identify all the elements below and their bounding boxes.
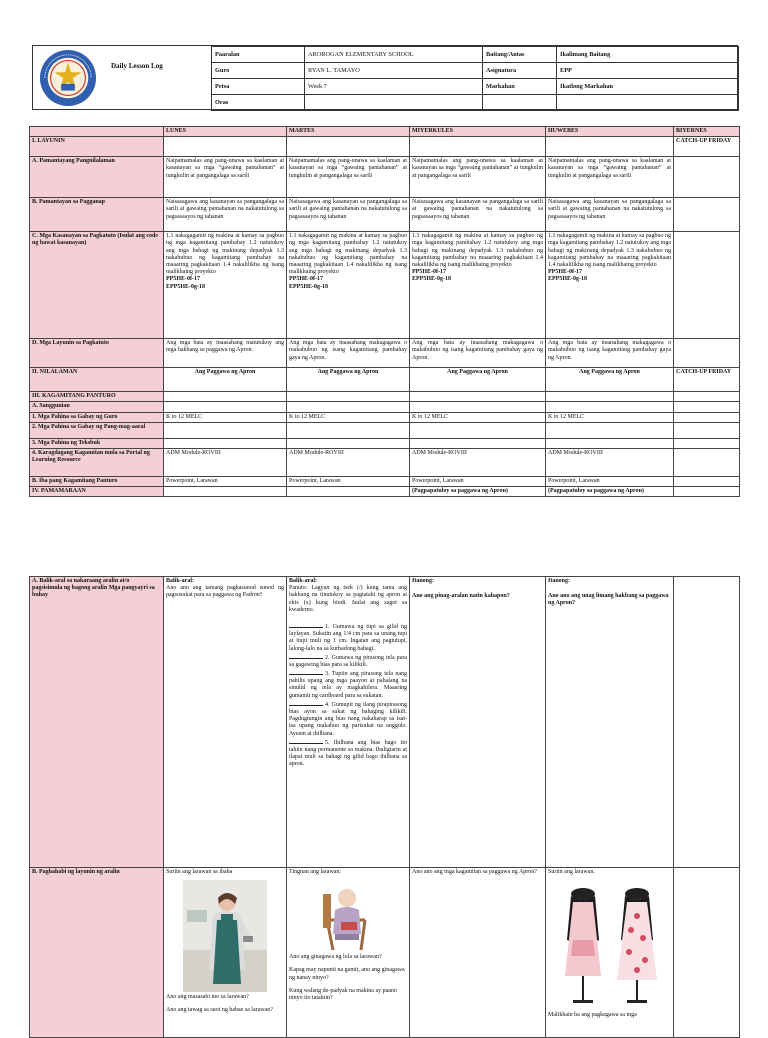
cell (674, 422, 740, 438)
a-tue: Naipamamalas ang pang-unawa sa kaalaman at kasanayan sa mga “gawaing pantahanan” at tungkulin at pangangalaga sa sarili (287, 157, 410, 198)
balik-aral-tue (287, 577, 410, 868)
cell (674, 577, 740, 868)
cell (164, 402, 287, 412)
row-kagamitan (30, 392, 740, 402)
cell (164, 438, 287, 448)
a-wed: Naipamamalas ang pang-unawa sa kaalaman at kasanayan sa mga “gawaing pantahanan” at tungkulin at pangangalaga sa sarili (410, 157, 546, 198)
c-tue-text: 1.1 nakagagamit ng makina at kamay sa pagbuo ng mga kagamitang pambahay 1.2 natutukoy ang mga bahagi ng makinang depadyak 1.3 nakabubuo ng kagamitang pambahay na maaaring pagkakitaan 1.4 nakalilikha ng isang malikhaing proyekto (289, 233, 407, 276)
cell (546, 422, 674, 438)
code-1: PP5HE-0f-17 (289, 276, 323, 283)
empty-cell (557, 95, 739, 111)
gabay-tue: K to 12 MELC (287, 412, 410, 422)
d-mon: Ang mga bata ay inaasahang matutukoy ang mga hakbang sa paggawa ng Apron. (164, 339, 287, 368)
section-sanggunian: A. Sanggunian (30, 402, 164, 412)
day-thursday: HUWEBES (546, 127, 674, 137)
row-nilalaman (30, 368, 740, 392)
b-mon: Naisasagawa ang kasanayan sa pangangalaga sa sarili at gawaing pantahanan na nakatutulong sa pagsasaayos ng tahanan (164, 198, 287, 232)
b-thu: Naisasagawa ang kasanayan sa pangangalaga sa sarili at gawaing pantahanan na nakatutulong sa pagsasaayos ng tahanan (546, 198, 674, 232)
section-pa: A. Balik-aral sa nakaraang aralin at/o pagsisimula ng bagong aralin Mga pangyayri sa buhay (30, 577, 164, 868)
cell (674, 392, 740, 402)
section-pamamaraan: IV. PAMAMARAAN (30, 487, 164, 497)
code-1: PP5HE-0f-17 (548, 269, 582, 276)
cell (164, 392, 287, 402)
b-wed: Naisasagawa ang kasanayan sa pangangalaga sa sarili at gawaing pantahanan na nakatutulong sa pagsasaayos ng tahanan (410, 198, 546, 232)
cell (546, 438, 674, 448)
school-label: Paaralan (212, 47, 305, 63)
cell (287, 137, 410, 157)
c-thu (546, 232, 674, 339)
cell (546, 402, 674, 412)
paghahabi-thu (546, 868, 674, 1038)
header-row (212, 47, 739, 63)
quarter-label: Markahan (483, 79, 557, 95)
day-tuesday: MARTES (287, 127, 410, 137)
b-thu-q: Malikhain ba ang pagkagawa sa mga (548, 1012, 637, 1019)
school-value: AROROGAN ELEMENTARY SCHOOL (305, 47, 483, 63)
c-tue (287, 232, 410, 339)
cell (164, 137, 287, 157)
balik-aral-wed (410, 577, 546, 868)
code-2: EPP5HE-0g-18 (166, 283, 205, 290)
cell (674, 232, 740, 339)
tue-item: 2. Gumawa ng pirasong tela para sa gagawing bias para sa kilikili. (289, 654, 407, 668)
day-header-row (30, 127, 740, 137)
b-tue: Naisasagawa ang kasanayan sa pangangalaga sa sarili at gawaing pantahanan na nakatutulong sa pagsasaayos ng tahanan (287, 198, 410, 232)
time-value (305, 95, 483, 111)
iba-wed: Powerpoint, Larawan (410, 476, 546, 486)
row-balik-aral (30, 577, 740, 868)
row-pamantayan-sa-pagganap (30, 198, 740, 232)
cell (674, 438, 740, 448)
corner-cell (30, 127, 164, 137)
row-sanggunian (30, 402, 740, 412)
row-pamamaraan (30, 487, 740, 497)
gabay-mon: K to 12 MELC (164, 412, 287, 422)
code-1: PP5HE-0f-17 (412, 269, 446, 276)
lesson-plan-table (29, 126, 740, 497)
tue-intro: Panuto: Lagyan ng tsek (/) kung tama ang hakbang na tinutukoy sa pagtatahi ng apron at ekis (x) kung hindi. Isulat ang sagot sa kwaderno. (289, 585, 407, 613)
grade-value: Ikalimang Baitang (557, 47, 739, 63)
row-gabay-guro (30, 412, 740, 422)
nilalaman-thu: Ang Paggawa ng Apron (546, 368, 674, 392)
code-1: PP5HE-0f-17 (166, 276, 200, 283)
c-wed-text: 1.1 nakagagamit ng makina at kamay sa pagbuo ng mga kagamitang pambahay 1.2 natutukoy ang mga bahagi ng makinang depadyak 1.3 nakabubuo ng kagamitang pambahay na maaaring pagkakitaan 1.4 nakalilikha ng isang malikhaing proyekto (412, 233, 543, 268)
c-thu-text: 1.1 nakagagamit ng makina at kamay sa pagbuo ng mga kagamitang pambahay 1.2 natutukoy ang mga bahagi ng makinang depadyak 1.3 nakabubuo ng kagamitang pambahay na maaaring pagkakitaan 1.4 nakalilikha ng isang malikhaing proyekto (548, 233, 671, 268)
cell (674, 157, 740, 198)
row-layunin (30, 137, 740, 157)
section-layunin: I. LAYUNIN (30, 137, 164, 157)
section-kb: B. Iba pang Kagamitang Panturo (30, 476, 164, 486)
cell (410, 137, 546, 157)
cell (410, 402, 546, 412)
cell (674, 339, 740, 368)
time-label: Oras (212, 95, 305, 111)
c-wed (410, 232, 546, 339)
code-2: EPP5HE-0g-18 (289, 283, 328, 290)
c-mon (164, 232, 287, 339)
header-row (212, 95, 739, 111)
cell (674, 487, 740, 497)
code-2: EPP5HE-0g-18 (548, 276, 587, 283)
deped-seal-icon (39, 49, 97, 107)
b-mon-q1: Ano ang masasabi mo sa larawan? (166, 994, 249, 1001)
tue-item: 1. Gumawa ng tupi sa gilid ng laylayan. Sukatin ang 1/4 cm para sa unang tupi at itupi muli ng 1 cm. Ingatan ang pagtutupi, lalong-lalo na sa kurbadong bahagi. (289, 623, 407, 652)
a-mon: Naipamamalas ang pang-unawa sa kaalaman at kasanayan sa mga “gawaing pantahanan” at tungkulin at pangangalaga sa sarili (164, 157, 287, 198)
a-thu: Naipamamalas ang pang-unawa sa kaalaman at kasanayan sa mga “gawaing pantahanan” at tungkulin at pangangalaga sa sarili (546, 157, 674, 198)
c-mon-text: 1.1 nakagagamit ng makina at kamay sa pagbuo ng mga kagamitang pambahay 1.2 natutukoy ang mga bahagi ng makinang depadyak 1.3 nakabubuo ng kagamitang pambahay na maaaring pagkakitaan 1.4 nakalilikha ng isang malikhaing proyekto (166, 233, 284, 276)
tue-title: Balik-aral: (289, 578, 317, 584)
adm-wed: ADM Module-ROVIII (410, 448, 546, 476)
cell (546, 137, 674, 157)
gabay-wed: K to 12 MELC (410, 412, 546, 422)
d-thu: Ang mga bata ay inaasahang makagagawa o makabubuo ng isang kagamitang pambahay gaya ng Apron. (546, 339, 674, 368)
mon-title: Balik-aral: (166, 578, 194, 584)
b-mon-instruction: Suriin ang larawan sa ibaba (166, 869, 233, 875)
section-pb: B. Paghahabi ng layunin ng aralin (30, 868, 164, 1038)
pagpapatuloy-wed: (Pagpapatuloy sa paggawa ng Apron) (410, 487, 546, 497)
b-tue-q3: Kung walang de-padyak na makina ay paano ninyo ito tatahiin? (289, 987, 397, 1001)
b-tue-instruction: Tingnan ang larawan: (289, 869, 342, 875)
woman-apron-image (183, 880, 267, 992)
cell (410, 422, 546, 438)
b-mon-q2: Ano ang tawag sa suot ng babae sa larawan? (166, 1007, 273, 1014)
cell (287, 422, 410, 438)
adm-mon: ADM Module-ROVIII (164, 448, 287, 476)
thu-text: Ano ano ang unag limang hakbang sa paggawa ng Apron? (548, 593, 669, 607)
thu-title: Itanong: (548, 578, 571, 584)
paghahabi-tue (287, 868, 410, 1038)
empty-cell (483, 95, 557, 111)
cell (287, 392, 410, 402)
teacher-label: Guro (212, 63, 305, 79)
day-friday: BIYERNES (674, 127, 740, 137)
cell (164, 487, 287, 497)
balik-aral-thu (546, 577, 674, 868)
cell (410, 438, 546, 448)
adm-tue: ADM Module-ROVIII (287, 448, 410, 476)
gabay-thu: K to 12 MELC (546, 412, 674, 422)
day-monday: LUNES (164, 127, 287, 137)
header-row (212, 79, 739, 95)
wed-text: Ano ang pinag-aralan natin kahapon? (412, 593, 510, 600)
subject-value: EPP (557, 63, 739, 79)
wed-title: Itanong: (412, 578, 435, 584)
section-kagamitan: III. KAGAMITANG PANTURO (30, 392, 164, 402)
subject-label: Asignatura (483, 63, 557, 79)
cell (674, 448, 740, 476)
tue-item: 3. Tupiin ang pirasong tela nang pahilis upang ang mga paayon at pahalang na sinulid ng tela ay magkahilera. Maaaring gumamit ng cardboard para sa sukatan. (289, 671, 407, 699)
cell (410, 392, 546, 402)
b-wed-text: Ano ano ang mga kagamitan sa paggawa ng Apron? (412, 869, 537, 875)
tue-item: 5. Ihilbana ang bias bago ito tahiin nang permanente sa makina. Ibaligtarin at ilapat muli sa bahagi ng gilid bago ihilbana sa apron. (289, 739, 407, 768)
catchup-friday-label: CATCH-UP FRIDAY (674, 368, 740, 392)
iba-tue: Powerpoint, Larawan (287, 476, 410, 486)
header-info-grid (211, 46, 739, 111)
row-kasanayan (30, 232, 740, 339)
document-title: Daily Lesson Log (111, 62, 163, 70)
section-k4: 4. Karagdagang Kagamitan mula sa Portal ng Learning Resource (30, 448, 164, 476)
row-portal (30, 448, 740, 476)
row-paghahabi (30, 868, 740, 1038)
procedure-table (29, 576, 740, 1038)
section-b: B. Pamantayan sa Pagganap (30, 198, 164, 232)
mon-text: Ano ano ang tamang pagkasunod sunod ng pagsusukat para sa paggawa ng Padron? (166, 585, 284, 599)
cell (674, 402, 740, 412)
iba-mon: Powerpoint, Larawan (164, 476, 287, 486)
paghahabi-wed (410, 868, 546, 1038)
cell (287, 402, 410, 412)
d-wed: Ang mga bata ay inaasahang makagagawa o makabubuo ng isang kagamitang pambahay gaya ng Apron. (410, 339, 546, 368)
date-value: Week 7 (305, 79, 483, 95)
b-tue-q1: Ano ang ginagawa ng lola sa larawan? (289, 954, 382, 961)
cell (674, 476, 740, 486)
section-a: A. Pamantayang Pangnilalaman (30, 157, 164, 198)
adm-thu: ADM Module-ROVIII (546, 448, 674, 476)
section-k1: 1. Mga Pahina sa Gabay ng Guro (30, 412, 164, 422)
row-iba-pang-kagamitan (30, 476, 740, 486)
pagpapatuloy-thu: (Pagpapatuloy sa paggawa ng Apron) (546, 487, 674, 497)
cell (287, 438, 410, 448)
cell (164, 422, 287, 438)
nilalaman-tue: Ang Paggawa ng Apron (287, 368, 410, 392)
grade-label: Baitang/Antas (483, 47, 557, 63)
paghahabi-mon (164, 868, 287, 1038)
section-c: C. Mga Kasanayan sa Pagkatuto (Isulat ang code ng bawat kasanayan) (30, 232, 164, 339)
balik-aral-mon (164, 577, 287, 868)
catchup-friday-label: CATCH-UP FRIDAY (674, 137, 740, 157)
dll-header (32, 45, 738, 110)
row-layunin-sa-pagkatuto (30, 339, 740, 368)
header-row (212, 63, 739, 79)
row-pamantayang-pangnilalaman (30, 157, 740, 198)
b-tue-q2: Kapag may napunit na gamit, ano ang ginagawa ng nanay ninyo? (289, 967, 405, 981)
tue-item: 4. Gumupit ng ilang pirapirasong bias ayon sa sukat ng bahaging kilikili. Pagdugtungin ang bias nang nakaharap sa isat-isa upang makabuo ng parisukat na anggulo. Ayusin at ihilbana. (289, 701, 407, 737)
teacher-value: RYAN L. TAMAYO (305, 63, 483, 79)
section-nilalaman: II. NILALAMAN (30, 368, 164, 392)
d-tue: Ang mga bata ay inaasahang makagagawa o makabubuo ng isang kagamitang pambahay gaya ng Apron. (287, 339, 410, 368)
date-label: Petsa (212, 79, 305, 95)
quarter-value: Ikatlong Markahan (557, 79, 739, 95)
row-teksbuk (30, 438, 740, 448)
cell (287, 487, 410, 497)
section-k2: 2. Mga Pahina sa Gabay ng Pang-mag-aaral (30, 422, 164, 438)
logo-cell (33, 46, 205, 109)
row-gabay-mag-aaral (30, 422, 740, 438)
cell (546, 392, 674, 402)
cell (674, 412, 740, 422)
code-2: EPP5HE-0g-18 (412, 276, 451, 283)
iba-thu: Powerpoint, Larawan (546, 476, 674, 486)
nilalaman-mon: Ang Paggawa ng Apron (164, 368, 287, 392)
section-d: D. Mga Layunin sa Pagkatuto (30, 339, 164, 368)
apron-mannequins-image (551, 880, 669, 1010)
cell (674, 868, 740, 1038)
b-thu-instruction: Suriin ang larawan. (548, 869, 595, 875)
nilalaman-wed: Ang Paggawa ng Apron (410, 368, 546, 392)
section-k3: 3. Mga Pahina ng Teksbuk (30, 438, 164, 448)
grandmother-sewing-image (313, 880, 383, 952)
day-wednesday: MIYERKULES (410, 127, 546, 137)
cell (674, 198, 740, 232)
